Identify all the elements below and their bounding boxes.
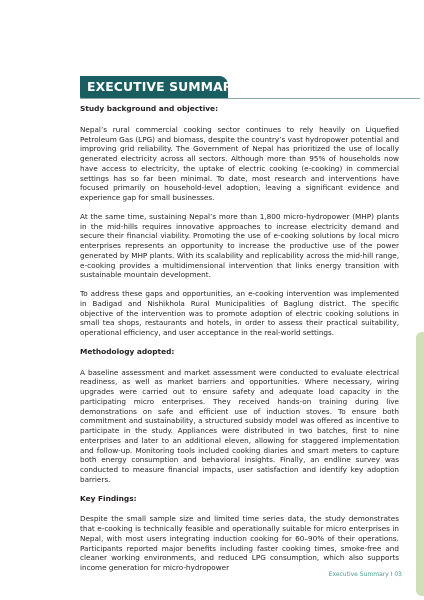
paragraph: Despite the small sample size and limited time series data, the study demonstrates that e-cooking is technically feasible and operationally suitable for micro enterprises in Nepal, with most users integrating induction cooking for 60–90% of their operations. Participants reported major benefits including faster cooking times, smoke-free and cleaner working environments, and reduced LPG consumption, which also supports income generation for micro-hydropower (80, 514, 399, 572)
section-methodology (80, 347, 399, 485)
section-heading: Study background and objective: (80, 104, 219, 113)
section-key-findings (80, 494, 399, 573)
title-underline (80, 98, 420, 99)
section-heading: Methodology adopted: (80, 346, 175, 356)
section-title-tab (80, 76, 241, 98)
side-accent-tab (416, 332, 424, 596)
section-heading: Key Findings: (80, 493, 137, 503)
summary-body (80, 104, 399, 573)
page-title: EXECUTIVE SUMMARY (87, 79, 241, 94)
paragraph: To address these gaps and opportunities, an e-cooking intervention was implemented in Badigad and Nishikhola Rural Municipalities of Baglung district. The specific objective of the intervention was to promote adoption of electric cooking solutions in small tea shops, restaurants and hotels, in order to assess their practical suitability, operational efficiency, and user acceptance in the real-world settings. (80, 289, 399, 337)
page-footer: Executive Summary I 03 (328, 571, 402, 578)
paragraph: A baseline assessment and market assessment were conducted to evaluate electrical readiness, as well as market barriers and opportunities. Where necessary, wiring upgrades were carried out to ensure safety and adequate load capacity in the participating micro enterprises. They received hands-on training during live demonstrations on safe and efficient use of induction stoves. To ensure both commitment and sustainability, a structured subsidy model was offered as incentive to participate in the study. Appliances were distributed in two batches, first to nine enterprises and later to an additional eleven, allowing for staggered implementation and follow-up. Monitoring tools included cooking diaries and smart meters to capture both energy consumption and behavioral insights. Finally, an endline survey was conducted to measure financial impacts, user satisfaction and identify key adoption barriers. (80, 367, 399, 484)
section-background (80, 104, 399, 338)
paragraph: Nepal’s rural commercial cooking sector continues to rely heavily on Liquefied Petroleum Gas (LPG) and biomass, despite the country’s vast hydropower potential and improving grid reliability. The Government of Nepal has prioritized the use of locally generated electricity across all sectors. Although more than 95% of households now have access to electricity, the uptake of electric cooking (e-cooking) in commercial settings has so far been minimal. To date, most research and interventions have focused primarily on household-level adoption, leaving a significant evidence and experience gap for small businesses. (80, 124, 399, 202)
paragraph: At the same time, sustaining Nepal’s more than 1,800 micro-hydropower (MHP) plants in the mid-hills requires innovative approaches to increase electricity demand and secure their financial viability. Promoting the use of e-cooking solutions by local micro enterprises represents an opportunity to increase the productive use of the power generated by MHP plants. With its scalability and replicability across the mid-hill range, e-cooking provides a multidimensional intervention that links energy transition with sustainable mountain development. (80, 211, 399, 280)
